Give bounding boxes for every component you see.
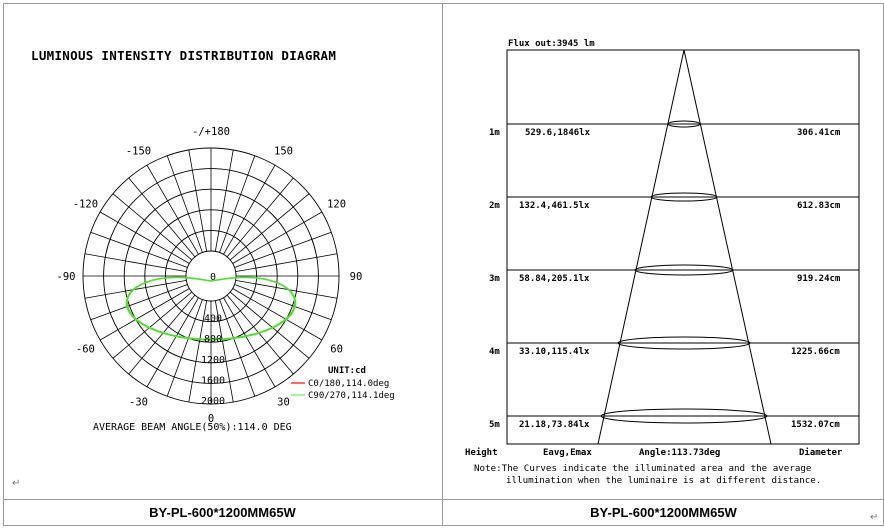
angle-label: -90 — [56, 271, 76, 283]
row-diameter: 612.83cm — [797, 201, 841, 211]
row-diameter: 306.41cm — [797, 128, 841, 138]
row-height: 1m — [489, 128, 500, 138]
footer-angle: Angle:113.73deg — [639, 448, 721, 458]
row-5m — [489, 409, 859, 430]
row-eavg-emax: 529.6,1846lx — [525, 128, 591, 138]
cone-frame — [507, 50, 859, 444]
spoke-line — [113, 194, 192, 260]
spoke-line — [230, 292, 309, 358]
spoke-line — [234, 285, 331, 320]
angle-label: 30 — [277, 396, 290, 409]
spoke-line — [91, 285, 188, 320]
angle-label: 150 — [274, 145, 293, 158]
spoke-line — [236, 280, 337, 298]
angle-label: 90 — [349, 271, 363, 283]
illuminance-cone-diagram — [443, 3, 884, 499]
row-height: 5m — [489, 420, 500, 430]
cone-edge-right — [684, 50, 771, 444]
spoke-line — [91, 232, 188, 267]
cone-edge-left — [598, 50, 684, 444]
row-diameter: 919.24cm — [797, 274, 841, 284]
row-4m — [489, 337, 859, 357]
legend-label-c90: C90/270,114.1deg — [308, 391, 395, 401]
polar-title: LUMINOUS INTENSITY DISTRIBUTION DIAGRAM — [31, 48, 337, 63]
angle-label: -30 — [129, 396, 148, 409]
radial-labels — [201, 272, 225, 407]
row-3m — [489, 265, 859, 284]
legend-label-c0: C0/180,114.0deg — [308, 379, 390, 389]
row-eavg-emax: 21.18,73.84lx — [519, 420, 590, 430]
spoke-line — [85, 254, 186, 272]
angle-label: -60 — [75, 343, 95, 356]
angle-label: -150 — [125, 145, 152, 158]
model-caption-left: BY-PL-600*1200MM65W — [149, 505, 296, 520]
polar-diagram — [3, 3, 442, 499]
row-diameter: 1532.07cm — [791, 420, 840, 430]
row-eavg-emax: 33.10,115.4lx — [519, 347, 590, 357]
angle-label: -120 — [72, 198, 99, 211]
unit-label: UNIT:cd — [328, 366, 366, 376]
caption-divider — [3, 499, 884, 500]
spoke-line — [129, 178, 195, 257]
spoke-line — [189, 150, 207, 251]
row-height: 2m — [489, 201, 500, 211]
radial-label: 0 — [209, 272, 217, 283]
flux-label: Flux out:3945 lm — [508, 39, 595, 49]
cone-lines — [598, 50, 771, 444]
angle-label: 60 — [330, 343, 343, 356]
radial-label: 1600 — [200, 375, 226, 387]
radial-label: 1200 — [200, 354, 226, 366]
paragraph-mark-icon: ↵ — [870, 512, 879, 523]
row-eavg-emax: 58.84,205.1lx — [519, 274, 590, 284]
radial-label: 800 — [203, 334, 223, 346]
spoke-line — [234, 232, 331, 267]
spoke-line — [215, 150, 233, 251]
row-2m — [489, 193, 859, 211]
spoke-line — [167, 299, 202, 396]
angle-label: 0 — [207, 413, 215, 425]
row-height: 3m — [489, 274, 500, 284]
row-height: 4m — [489, 347, 500, 357]
radial-label: 2000 — [200, 396, 226, 407]
cone-footer — [465, 447, 843, 458]
row-eavg-emax: 132.4,461.5lx — [519, 201, 590, 211]
angle-label: -/+180 — [192, 126, 230, 138]
model-caption-right: BY-PL-600*1200MM65W — [590, 505, 737, 520]
footer-height: Height — [465, 448, 498, 458]
spoke-line — [85, 280, 186, 298]
row-diameter: 1225.66cm — [791, 347, 840, 357]
spoke-line — [113, 292, 192, 358]
spoke-line — [167, 156, 202, 253]
spoke-line — [227, 178, 293, 257]
row-1m — [489, 121, 859, 138]
beam-angle-text: AVERAGE BEAM ANGLE(50%):114.0 DEG — [93, 422, 292, 433]
angle-label: 120 — [327, 198, 347, 211]
spoke-line — [236, 254, 337, 272]
note-line-1: Note:The Curves indicate the illuminated area and the average — [474, 463, 812, 474]
footer-diameter: Diameter — [799, 448, 843, 458]
footer-eavg: Eavg,Emax — [543, 448, 592, 458]
legend — [291, 379, 395, 401]
spoke-line — [227, 295, 293, 374]
spoke-line — [220, 156, 255, 253]
spoke-line — [129, 295, 195, 374]
note-line-2: illumination when the luminaire is at different distance. — [506, 475, 822, 486]
radial-label: 400 — [203, 313, 223, 325]
corner-mark-icon: ↵ — [12, 478, 21, 489]
spoke-line — [230, 194, 309, 260]
